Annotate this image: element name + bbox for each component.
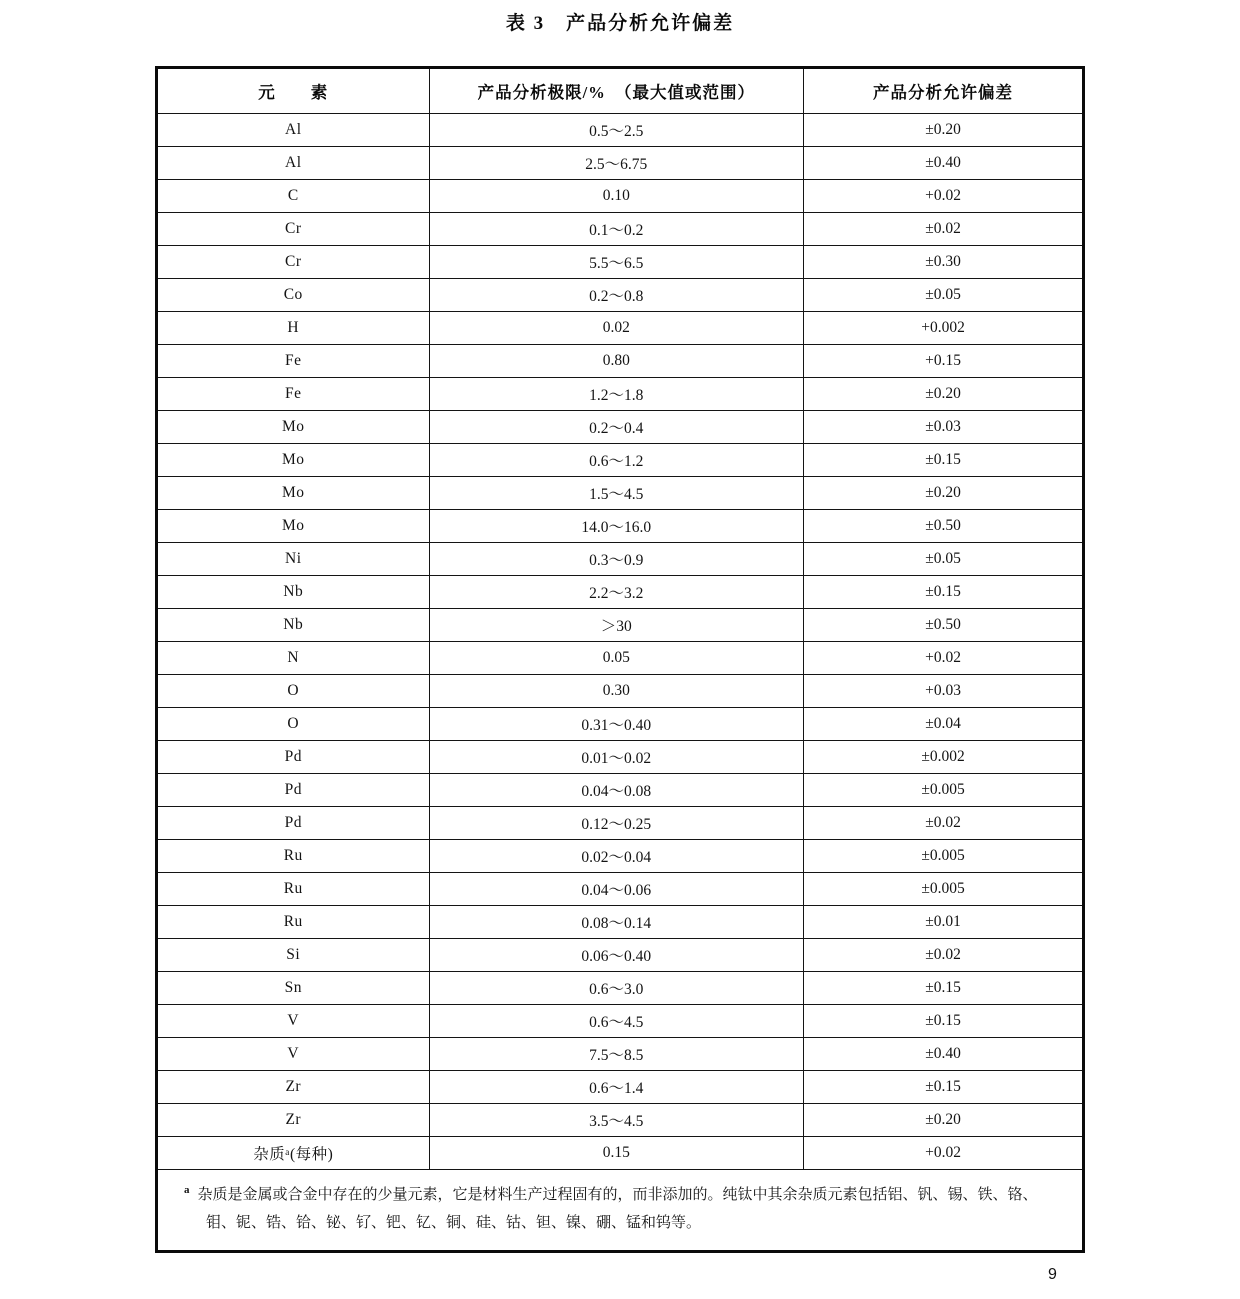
table-row: [157, 873, 1084, 906]
limit-cell: 0.1～0.2: [429, 213, 804, 246]
header-limit: 产品分析极限/% （最大值或范围）: [429, 68, 804, 114]
table-header: [157, 68, 1084, 114]
deviation-cell: ±0.02: [804, 939, 1084, 972]
limit-cell: 0.01～0.02: [429, 741, 804, 774]
deviation-cell: +0.03: [804, 675, 1084, 708]
table-row: [157, 609, 1084, 642]
element-cell: Al: [157, 114, 430, 147]
element-cell: O: [157, 675, 430, 708]
table-row: [157, 345, 1084, 378]
deviation-cell: ±0.005: [804, 873, 1084, 906]
table-row: [157, 1071, 1084, 1104]
deviation-cell: ±0.20: [804, 1104, 1084, 1137]
header-row: [157, 68, 1084, 114]
element-cell: Sn: [157, 972, 430, 1005]
footnote-cell: [157, 1170, 1084, 1252]
table-row: [157, 180, 1084, 213]
table-row: [157, 1038, 1084, 1071]
element-cell: H: [157, 312, 430, 345]
element-cell: N: [157, 642, 430, 675]
limit-cell: 0.10: [429, 180, 804, 213]
deviation-cell: ±0.20: [804, 114, 1084, 147]
limit-cell: 0.04～0.08: [429, 774, 804, 807]
element-cell: V: [157, 1038, 430, 1071]
header-deviation: 产品分析允许偏差: [804, 68, 1084, 114]
deviation-cell: ±0.03: [804, 411, 1084, 444]
deviation-cell: ±0.15: [804, 972, 1084, 1005]
table-row: [157, 147, 1084, 180]
element-cell: Ni: [157, 543, 430, 576]
table-row: [157, 510, 1084, 543]
deviation-cell: +0.02: [804, 180, 1084, 213]
deviation-cell: ±0.002: [804, 741, 1084, 774]
deviation-cell: ±0.005: [804, 774, 1084, 807]
table-row: [157, 642, 1084, 675]
deviation-cell: ±0.20: [804, 477, 1084, 510]
limit-cell: 1.5～4.5: [429, 477, 804, 510]
element-cell: Mo: [157, 477, 430, 510]
limit-cell: 5.5～6.5: [429, 246, 804, 279]
limit-cell: 2.5～6.75: [429, 147, 804, 180]
table-row: [157, 576, 1084, 609]
table-body: [157, 114, 1084, 1170]
table-row: [157, 279, 1084, 312]
deviation-cell: ±0.02: [804, 213, 1084, 246]
limit-cell: 0.2～0.4: [429, 411, 804, 444]
deviation-cell: +0.002: [804, 312, 1084, 345]
table-title: 表 3 产品分析允许偏差: [505, 13, 735, 34]
deviation-cell: ±0.005: [804, 840, 1084, 873]
limit-cell: 0.05: [429, 642, 804, 675]
table-row: [157, 213, 1084, 246]
limit-cell: ＞30: [429, 609, 804, 642]
element-cell: Cr: [157, 213, 430, 246]
table-row: [157, 411, 1084, 444]
table-row: [157, 543, 1084, 576]
deviation-cell: ±0.01: [804, 906, 1084, 939]
deviation-cell: ±0.15: [804, 444, 1084, 477]
element-cell: Ru: [157, 906, 430, 939]
element-cell: O: [157, 708, 430, 741]
element-cell: Si: [157, 939, 430, 972]
limit-cell: 0.80: [429, 345, 804, 378]
table-row: [157, 444, 1084, 477]
limit-cell: 0.04～0.06: [429, 873, 804, 906]
limit-cell: 0.6～4.5: [429, 1005, 804, 1038]
limit-cell: 1.2～1.8: [429, 378, 804, 411]
element-cell: Zr: [157, 1071, 430, 1104]
deviation-cell: ±0.05: [804, 543, 1084, 576]
deviation-cell: ±0.02: [804, 807, 1084, 840]
deviation-cell: +0.02: [804, 1137, 1084, 1170]
deviation-cell: ±0.15: [804, 1005, 1084, 1038]
deviation-cell: ±0.50: [804, 609, 1084, 642]
limit-cell: 0.15: [429, 1137, 804, 1170]
element-cell: V: [157, 1005, 430, 1038]
deviation-cell: ±0.30: [804, 246, 1084, 279]
element-cell: Ru: [157, 873, 430, 906]
table-row: [157, 840, 1084, 873]
table-row: [157, 1137, 1084, 1170]
table-row: [157, 675, 1084, 708]
element-cell: Pd: [157, 807, 430, 840]
element-cell: Zr: [157, 1104, 430, 1137]
table-row: [157, 741, 1084, 774]
limit-cell: 0.30: [429, 675, 804, 708]
footnote-text: 杂质是金属或合金中存在的少量元素，它是材料生产过程固有的，而非添加的。纯钛中其余杂质元素包括铝、钒、锡、铁、铬、钼、铌、锆、铪、铋、钌、钯、钇、铜、硅、钴、钽、镍、硼、锰和钨等。: [197, 1187, 1038, 1231]
element-cell: Pd: [157, 774, 430, 807]
limit-cell: 7.5～8.5: [429, 1038, 804, 1071]
limit-cell: 0.2～0.8: [429, 279, 804, 312]
table-row: [157, 774, 1084, 807]
element-cell: Nb: [157, 576, 430, 609]
limit-cell: 0.31～0.40: [429, 708, 804, 741]
limit-cell: 0.02～0.04: [429, 840, 804, 873]
footnote-text-block: [184, 1180, 1064, 1238]
limit-cell: 0.5～2.5: [429, 114, 804, 147]
table-row: [157, 972, 1084, 1005]
limit-cell: 0.08～0.14: [429, 906, 804, 939]
element-cell: Fe: [157, 345, 430, 378]
deviation-cell: +0.02: [804, 642, 1084, 675]
footnote-row: [157, 1170, 1084, 1252]
table-row: [157, 939, 1084, 972]
table-row: [157, 1104, 1084, 1137]
limit-cell: 2.2～3.2: [429, 576, 804, 609]
limit-cell: 3.5～4.5: [429, 1104, 804, 1137]
element-cell: Nb: [157, 609, 430, 642]
element-cell: Mo: [157, 444, 430, 477]
deviation-cell: ±0.40: [804, 147, 1084, 180]
table-row: [157, 807, 1084, 840]
footnote-marker: a: [184, 1184, 190, 1196]
deviation-cell: ±0.50: [804, 510, 1084, 543]
table-row: [157, 312, 1084, 345]
page-number: 9: [1048, 1266, 1057, 1283]
element-cell: Co: [157, 279, 430, 312]
element-cell: C: [157, 180, 430, 213]
limit-cell: 0.06～0.40: [429, 939, 804, 972]
table-row: [157, 1005, 1084, 1038]
table-row: [157, 708, 1084, 741]
deviation-cell: ±0.05: [804, 279, 1084, 312]
limit-cell: 0.6～3.0: [429, 972, 804, 1005]
table-footer: [157, 1170, 1084, 1252]
deviation-cell: ±0.15: [804, 1071, 1084, 1104]
element-cell: Cr: [157, 246, 430, 279]
header-element: 元 素: [157, 68, 430, 114]
deviation-cell: ±0.20: [804, 378, 1084, 411]
analysis-deviation-table: [155, 66, 1085, 1253]
table-row: [157, 378, 1084, 411]
limit-cell: 0.6～1.4: [429, 1071, 804, 1104]
deviation-cell: ±0.15: [804, 576, 1084, 609]
deviation-cell: ±0.40: [804, 1038, 1084, 1071]
element-cell: Mo: [157, 510, 430, 543]
table-row: [157, 477, 1084, 510]
table-row: [157, 114, 1084, 147]
deviation-cell: +0.15: [804, 345, 1084, 378]
limit-cell: 0.12～0.25: [429, 807, 804, 840]
deviation-cell: ±0.04: [804, 708, 1084, 741]
limit-cell: 0.6～1.2: [429, 444, 804, 477]
limit-cell: 0.3～0.9: [429, 543, 804, 576]
limit-cell: 0.02: [429, 312, 804, 345]
element-cell: Mo: [157, 411, 430, 444]
element-cell: 杂质ᵃ(每种): [157, 1137, 430, 1170]
element-cell: Al: [157, 147, 430, 180]
element-cell: Pd: [157, 741, 430, 774]
table-row: [157, 246, 1084, 279]
element-cell: Fe: [157, 378, 430, 411]
limit-cell: 14.0～16.0: [429, 510, 804, 543]
element-cell: Ru: [157, 840, 430, 873]
table-row: [157, 906, 1084, 939]
